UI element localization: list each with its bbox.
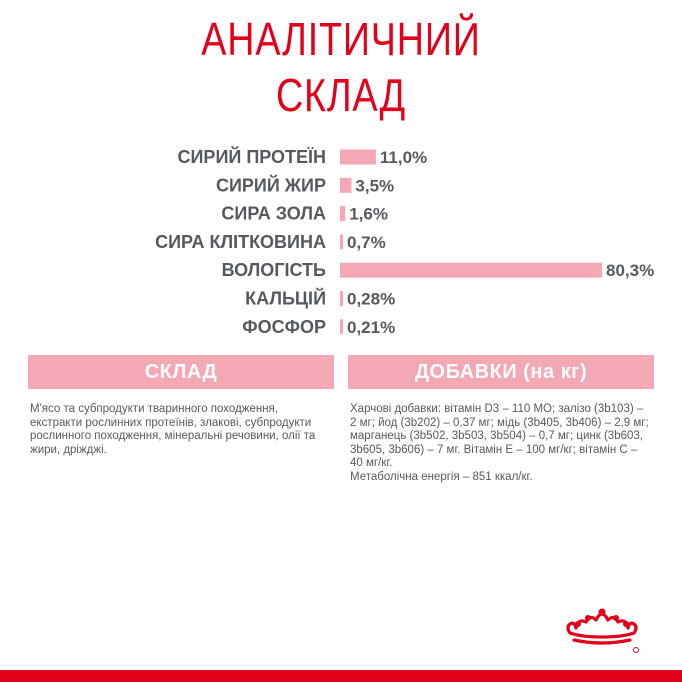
bar-value-label: 3,5% (355, 176, 395, 196)
additives-header: ДОБАВКИ (на кг) (348, 355, 654, 389)
bar-value-label: 0,21% (347, 317, 396, 337)
bar (340, 263, 602, 278)
bar-label: СИРА КЛІТКОВИНА (155, 231, 326, 252)
bar-value-label: 0,28% (347, 289, 396, 309)
bar-label: ФОСФОР (242, 316, 326, 337)
bar-label: ВОЛОГІСТЬ (221, 260, 326, 281)
additives-block (350, 403, 650, 484)
bar (340, 206, 345, 221)
bar-label: СИРА ЗОЛА (221, 203, 326, 224)
energy-text: Метаболічна енергія – 851 ккал/кг. (350, 470, 533, 483)
additives-text: Харчові добавки: вітамін D3 – 110 МО; залізо (3b103) – 2 мг; йод (3b202) – 0,37 мг; мідь (3b405, 3b406) – 2,9 мг; марганець (3b502, 3b503, 3b504) – 0,7 мг; цинк (3b603, 3b605, 3b606) – 7 мг. Вітамін Е – 100 мг/кг; вітамін С – 40 мг/кг. (350, 403, 649, 469)
bar (340, 319, 343, 334)
bottom-accent-bar (0, 670, 682, 682)
bar-value-label: 11,0% (379, 148, 428, 167)
bar-label: СИРИЙ ЖИР (215, 175, 326, 196)
bar (340, 178, 351, 193)
composition-header: СКЛАД (28, 355, 334, 389)
bar (340, 234, 343, 249)
crown-icon (562, 600, 642, 658)
bar (340, 291, 343, 306)
bar-value-label: 80,3% (606, 261, 655, 281)
analysis-bar-chart (0, 140, 682, 345)
composition-text: М'ясо та субпродукти тваринного походження, екстракти рослинних протеїнів, злакові, субпродукти рослинного походження, мінеральні речовини, олії та жири, дріжджі. (30, 403, 316, 456)
bar-value-label: 0,7% (347, 232, 386, 252)
bar (340, 150, 376, 165)
page-title-line-1: АНАЛІТИЧНИЙ (201, 13, 481, 65)
page-title-line-2: СКЛАД (275, 69, 407, 121)
bar-value-label: 1,6% (349, 204, 388, 224)
bar-label: СИРИЙ ПРОТЕЇН (177, 147, 326, 167)
bar-label: КАЛЬЦІЙ (245, 288, 326, 309)
